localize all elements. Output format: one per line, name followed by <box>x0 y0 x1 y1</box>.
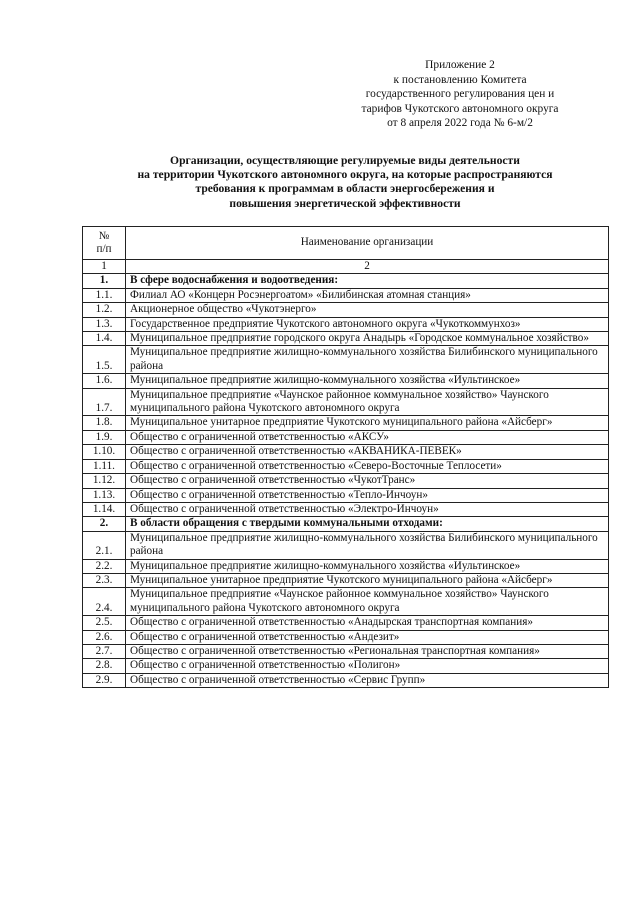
header-num-line: № <box>98 229 110 242</box>
table-row <box>83 673 609 687</box>
row-number-cell: 2.2. <box>83 559 126 573</box>
table-row <box>83 573 609 587</box>
title-line: Организации, осуществляющие регулируемые виды деятельности <box>170 154 520 167</box>
row-number-cell: 1.1. <box>83 288 126 302</box>
row-number-cell: 2.5. <box>83 616 126 630</box>
document-title <box>80 154 610 211</box>
row-number-cell: 1.3. <box>83 317 126 331</box>
row-number-cell: 1.9. <box>83 430 126 444</box>
organization-name-cell: Муниципальное унитарное предприятие Чукотского муниципального района «Айсберг» <box>126 573 609 587</box>
table-header-row <box>83 227 609 260</box>
row-number-cell: 1.2. <box>83 303 126 317</box>
organization-name-cell: Муниципальное предприятие жилищно-коммунального хозяйства Билибинского муниципального района <box>126 531 609 559</box>
title-line: на территории Чукотского автономного округа, на которые распространяются <box>137 168 553 182</box>
table-body <box>83 274 609 688</box>
row-number-cell: 1.14. <box>83 502 126 516</box>
organization-name-cell: Общество с ограниченной ответственностью «Северо-Восточные Теплосети» <box>126 459 609 473</box>
table-row <box>83 303 609 317</box>
header-name-cell: Наименование организации <box>126 227 609 260</box>
row-number-cell: 2. <box>83 517 126 531</box>
table-row <box>83 559 609 573</box>
row-number-cell: 2.6. <box>83 630 126 644</box>
table-row <box>83 374 609 388</box>
table-row <box>83 659 609 673</box>
organization-name-cell: Общество с ограниченной ответственностью «АКВАНИКА-ПЕВЕК» <box>126 445 609 459</box>
row-number-cell: 2.9. <box>83 673 126 687</box>
appendix-line: от 8 апреля 2022 года № 6-м/2 <box>387 117 533 129</box>
row-number-cell: 1.10. <box>83 445 126 459</box>
row-number-cell: 1.8. <box>83 416 126 430</box>
appendix-line: тарифов Чукотского автономного округа <box>361 102 559 115</box>
table-row <box>83 459 609 473</box>
organization-name-cell: Государственное предприятие Чукотского автономного округа «Чукоткоммунхоз» <box>126 317 609 331</box>
row-number-cell: 1.12. <box>83 474 126 488</box>
table-row <box>83 317 609 331</box>
row-number-cell: 1.7. <box>83 388 126 416</box>
row-number-cell: 1.6. <box>83 374 126 388</box>
table-row <box>83 630 609 644</box>
table-row <box>83 288 609 302</box>
organization-name-cell: Общество с ограниченной ответственностью «АКСУ» <box>126 430 609 444</box>
organization-name-cell: Общество с ограниченной ответственностью «Андезит» <box>126 630 609 644</box>
row-number-cell: 1. <box>83 274 126 288</box>
table-row <box>83 388 609 416</box>
row-number-cell: 1.5. <box>83 346 126 374</box>
organization-name-cell: Общество с ограниченной ответственностью «Тепло-Инчоун» <box>126 488 609 502</box>
organization-name-cell: Муниципальное предприятие жилищно-коммунального хозяйства Билибинского муниципального района <box>126 346 609 374</box>
column-number-cell: 1 <box>83 260 126 274</box>
table-row <box>83 445 609 459</box>
header-num-line: п/п <box>96 243 112 255</box>
title-line: повышения энергетической эффективности <box>229 196 461 210</box>
organization-name-cell: Общество с ограниченной ответственностью «Сервис Групп» <box>126 673 609 687</box>
table-row <box>83 644 609 658</box>
row-number-cell: 1.4. <box>83 332 126 346</box>
appendix-line: Приложение 2 <box>425 59 495 71</box>
table-row <box>83 474 609 488</box>
table-row <box>83 332 609 346</box>
appendix-line: государственного регулирования цен и <box>365 88 555 100</box>
appendix-block <box>340 58 580 131</box>
table-row <box>83 531 609 559</box>
organizations-table <box>82 226 609 688</box>
table-row <box>83 416 609 430</box>
row-number-cell: 1.11. <box>83 459 126 473</box>
organization-name-cell: Общество с ограниченной ответственностью «Электро-Инчоун» <box>126 502 609 516</box>
column-number-cell: 2 <box>126 260 609 274</box>
organization-name-cell: Муниципальное предприятие городского округа Анадырь «Городское коммунальное хозяйство» <box>126 332 609 346</box>
row-number-cell: 2.8. <box>83 659 126 673</box>
title-line: требования к программам в области энергосбережения и <box>195 182 495 196</box>
row-number-cell: 2.3. <box>83 573 126 587</box>
organization-name-cell: Муниципальное предприятие жилищно-коммунального хозяйства «Иультинское» <box>126 559 609 573</box>
organization-name-cell: Муниципальное предприятие «Чаунское районное коммунальное хозяйство» Чаунского муниципального района Чукотского автономного округа <box>126 388 609 416</box>
organization-name-cell: Общество с ограниченной ответственностью «Анадырская транспортная компания» <box>126 616 609 630</box>
organization-name-cell: Общество с ограниченной ответственностью «Полигон» <box>126 659 609 673</box>
row-number-cell: 2.4. <box>83 588 126 616</box>
organization-name-cell: В области обращения с твердыми коммунальными отходами: <box>126 517 609 531</box>
organization-name-cell: Муниципальное предприятие «Чаунское районное коммунальное хозяйство» Чаунского муниципального района Чукотского автономного округа <box>126 588 609 616</box>
column-number-row <box>83 260 609 274</box>
organization-name-cell: Муниципальное унитарное предприятие Чукотского муниципального района «Айсберг» <box>126 416 609 430</box>
header-num-cell <box>83 227 126 260</box>
appendix-line: к постановлению Комитета <box>393 73 527 86</box>
section-row <box>83 274 609 288</box>
organization-name-cell: Акционерное общество «Чукотэнерго» <box>126 303 609 317</box>
table-row <box>83 346 609 374</box>
row-number-cell: 2.1. <box>83 531 126 559</box>
organization-name-cell: Общество с ограниченной ответственностью «ЧукотТранс» <box>126 474 609 488</box>
organization-name-cell: Муниципальное предприятие жилищно-коммунального хозяйства «Иультинское» <box>126 374 609 388</box>
organization-name-cell: В сфере водоснабжения и водоотведения: <box>126 274 609 288</box>
section-row <box>83 517 609 531</box>
table-row <box>83 430 609 444</box>
organization-name-cell: Общество с ограниченной ответственностью «Региональная транспортная компания» <box>126 644 609 658</box>
table-row <box>83 588 609 616</box>
row-number-cell: 2.7. <box>83 644 126 658</box>
table-row <box>83 488 609 502</box>
table-row <box>83 616 609 630</box>
organization-name-cell: Филиал АО «Концерн Росэнергоатом» «Билибинская атомная станция» <box>126 288 609 302</box>
table-row <box>83 502 609 516</box>
row-number-cell: 1.13. <box>83 488 126 502</box>
